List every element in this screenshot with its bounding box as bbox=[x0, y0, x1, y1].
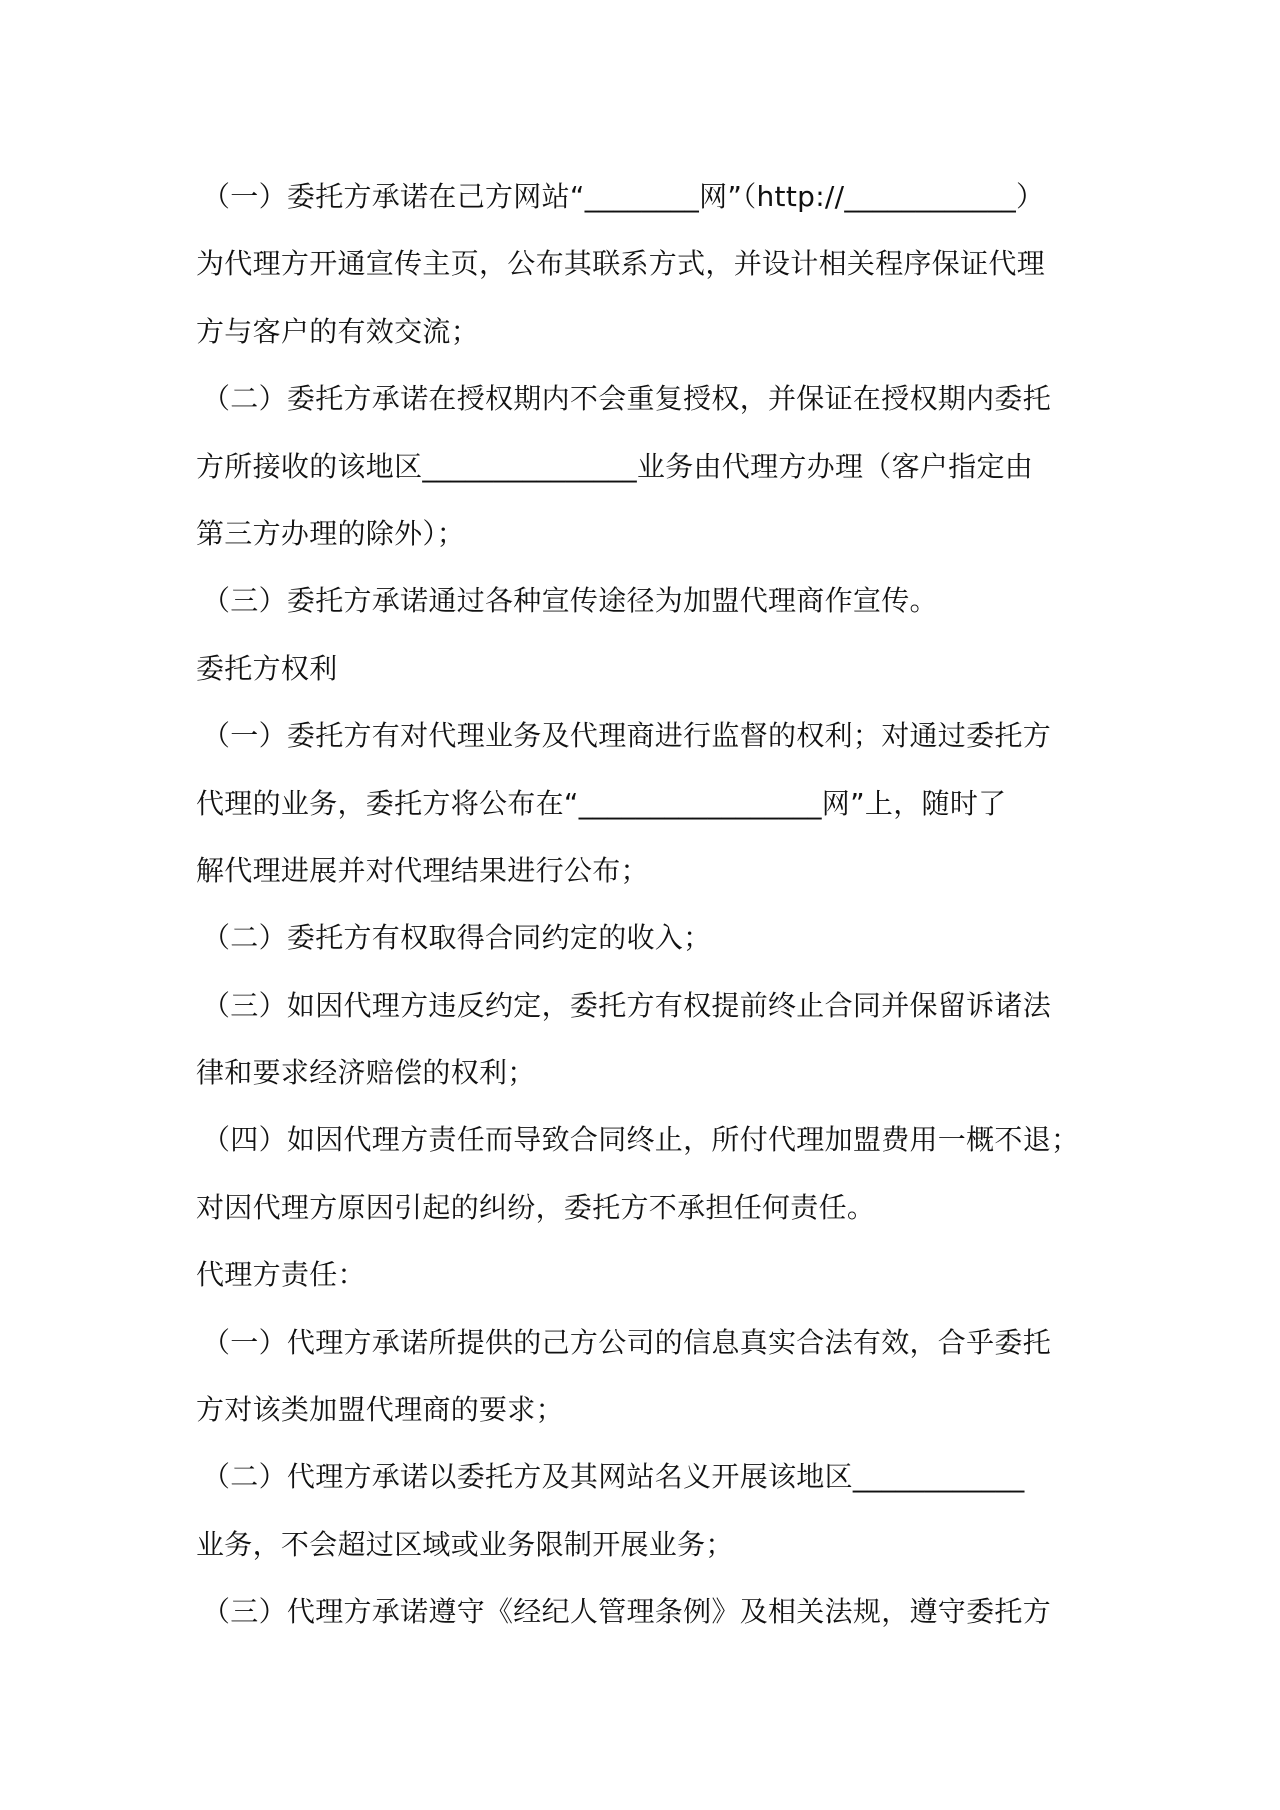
paragraph-line: （二）委托方有权取得合同约定的收入； bbox=[202, 921, 712, 955]
paragraph-line: 第三方办理的除外）； bbox=[196, 516, 466, 550]
paragraph-line: （四）如因代理方责任而导致合同终止，所付代理加盟费用一概不退； bbox=[202, 1123, 1080, 1157]
paragraph-line: 为代理方开通宣传主页，公布其联系方式，并设计相关程序保证代理 bbox=[196, 247, 1046, 281]
paragraph-line: （三）代理方承诺遵守《经纪人管理条例》及相关法规，遵守委托方 bbox=[202, 1595, 1052, 1629]
paragraph-line: （一）代理方承诺所提供的己方公司的信息真实合法有效，合乎委托 bbox=[202, 1325, 1052, 1359]
paragraph-line: 业务，不会超过区域或业务限制开展业务； bbox=[196, 1527, 734, 1561]
paragraph-line: （三）如因代理方违反约定，委托方有权提前终止合同并保留诉诸法 bbox=[202, 988, 1052, 1022]
paragraph-line: （二）代理方承诺以委托方及其网站名义开展该地区____________ bbox=[202, 1460, 1025, 1494]
paragraph-line: （三）委托方承诺通过各种宣传途径为加盟代理商作宣传。 bbox=[202, 584, 938, 618]
paragraph-line: 解代理进展并对代理结果进行公布； bbox=[196, 853, 649, 887]
section-heading: 代理方责任： bbox=[196, 1258, 366, 1292]
section-heading: 委托方权利 bbox=[196, 651, 338, 685]
paragraph-line: 方对该类加盟代理商的要求； bbox=[196, 1393, 564, 1427]
paragraph-line: （一）委托方有对代理业务及代理商进行监督的权利；对通过委托方 bbox=[202, 719, 1052, 753]
paragraph-line: 方与客户的有效交流； bbox=[196, 314, 480, 348]
paragraph-line: 代理的业务，委托方将公布在“_________________网”上，随时了 bbox=[196, 786, 1007, 820]
paragraph-line: 对因代理方原因引起的纠纷，委托方不承担任何责任。 bbox=[196, 1190, 876, 1224]
document-body bbox=[196, 163, 1090, 1646]
paragraph-line: 律和要求经济赔偿的权利； bbox=[196, 1056, 536, 1090]
paragraph-line: （二）委托方承诺在授权期内不会重复授权，并保证在授权期内委托 bbox=[202, 382, 1052, 416]
paragraph-line: 方所接收的该地区_______________业务由代理方办理（客户指定由 bbox=[196, 449, 1034, 483]
paragraph-line: （一）委托方承诺在己方网站“________网”（http://____________） bbox=[202, 180, 1045, 213]
